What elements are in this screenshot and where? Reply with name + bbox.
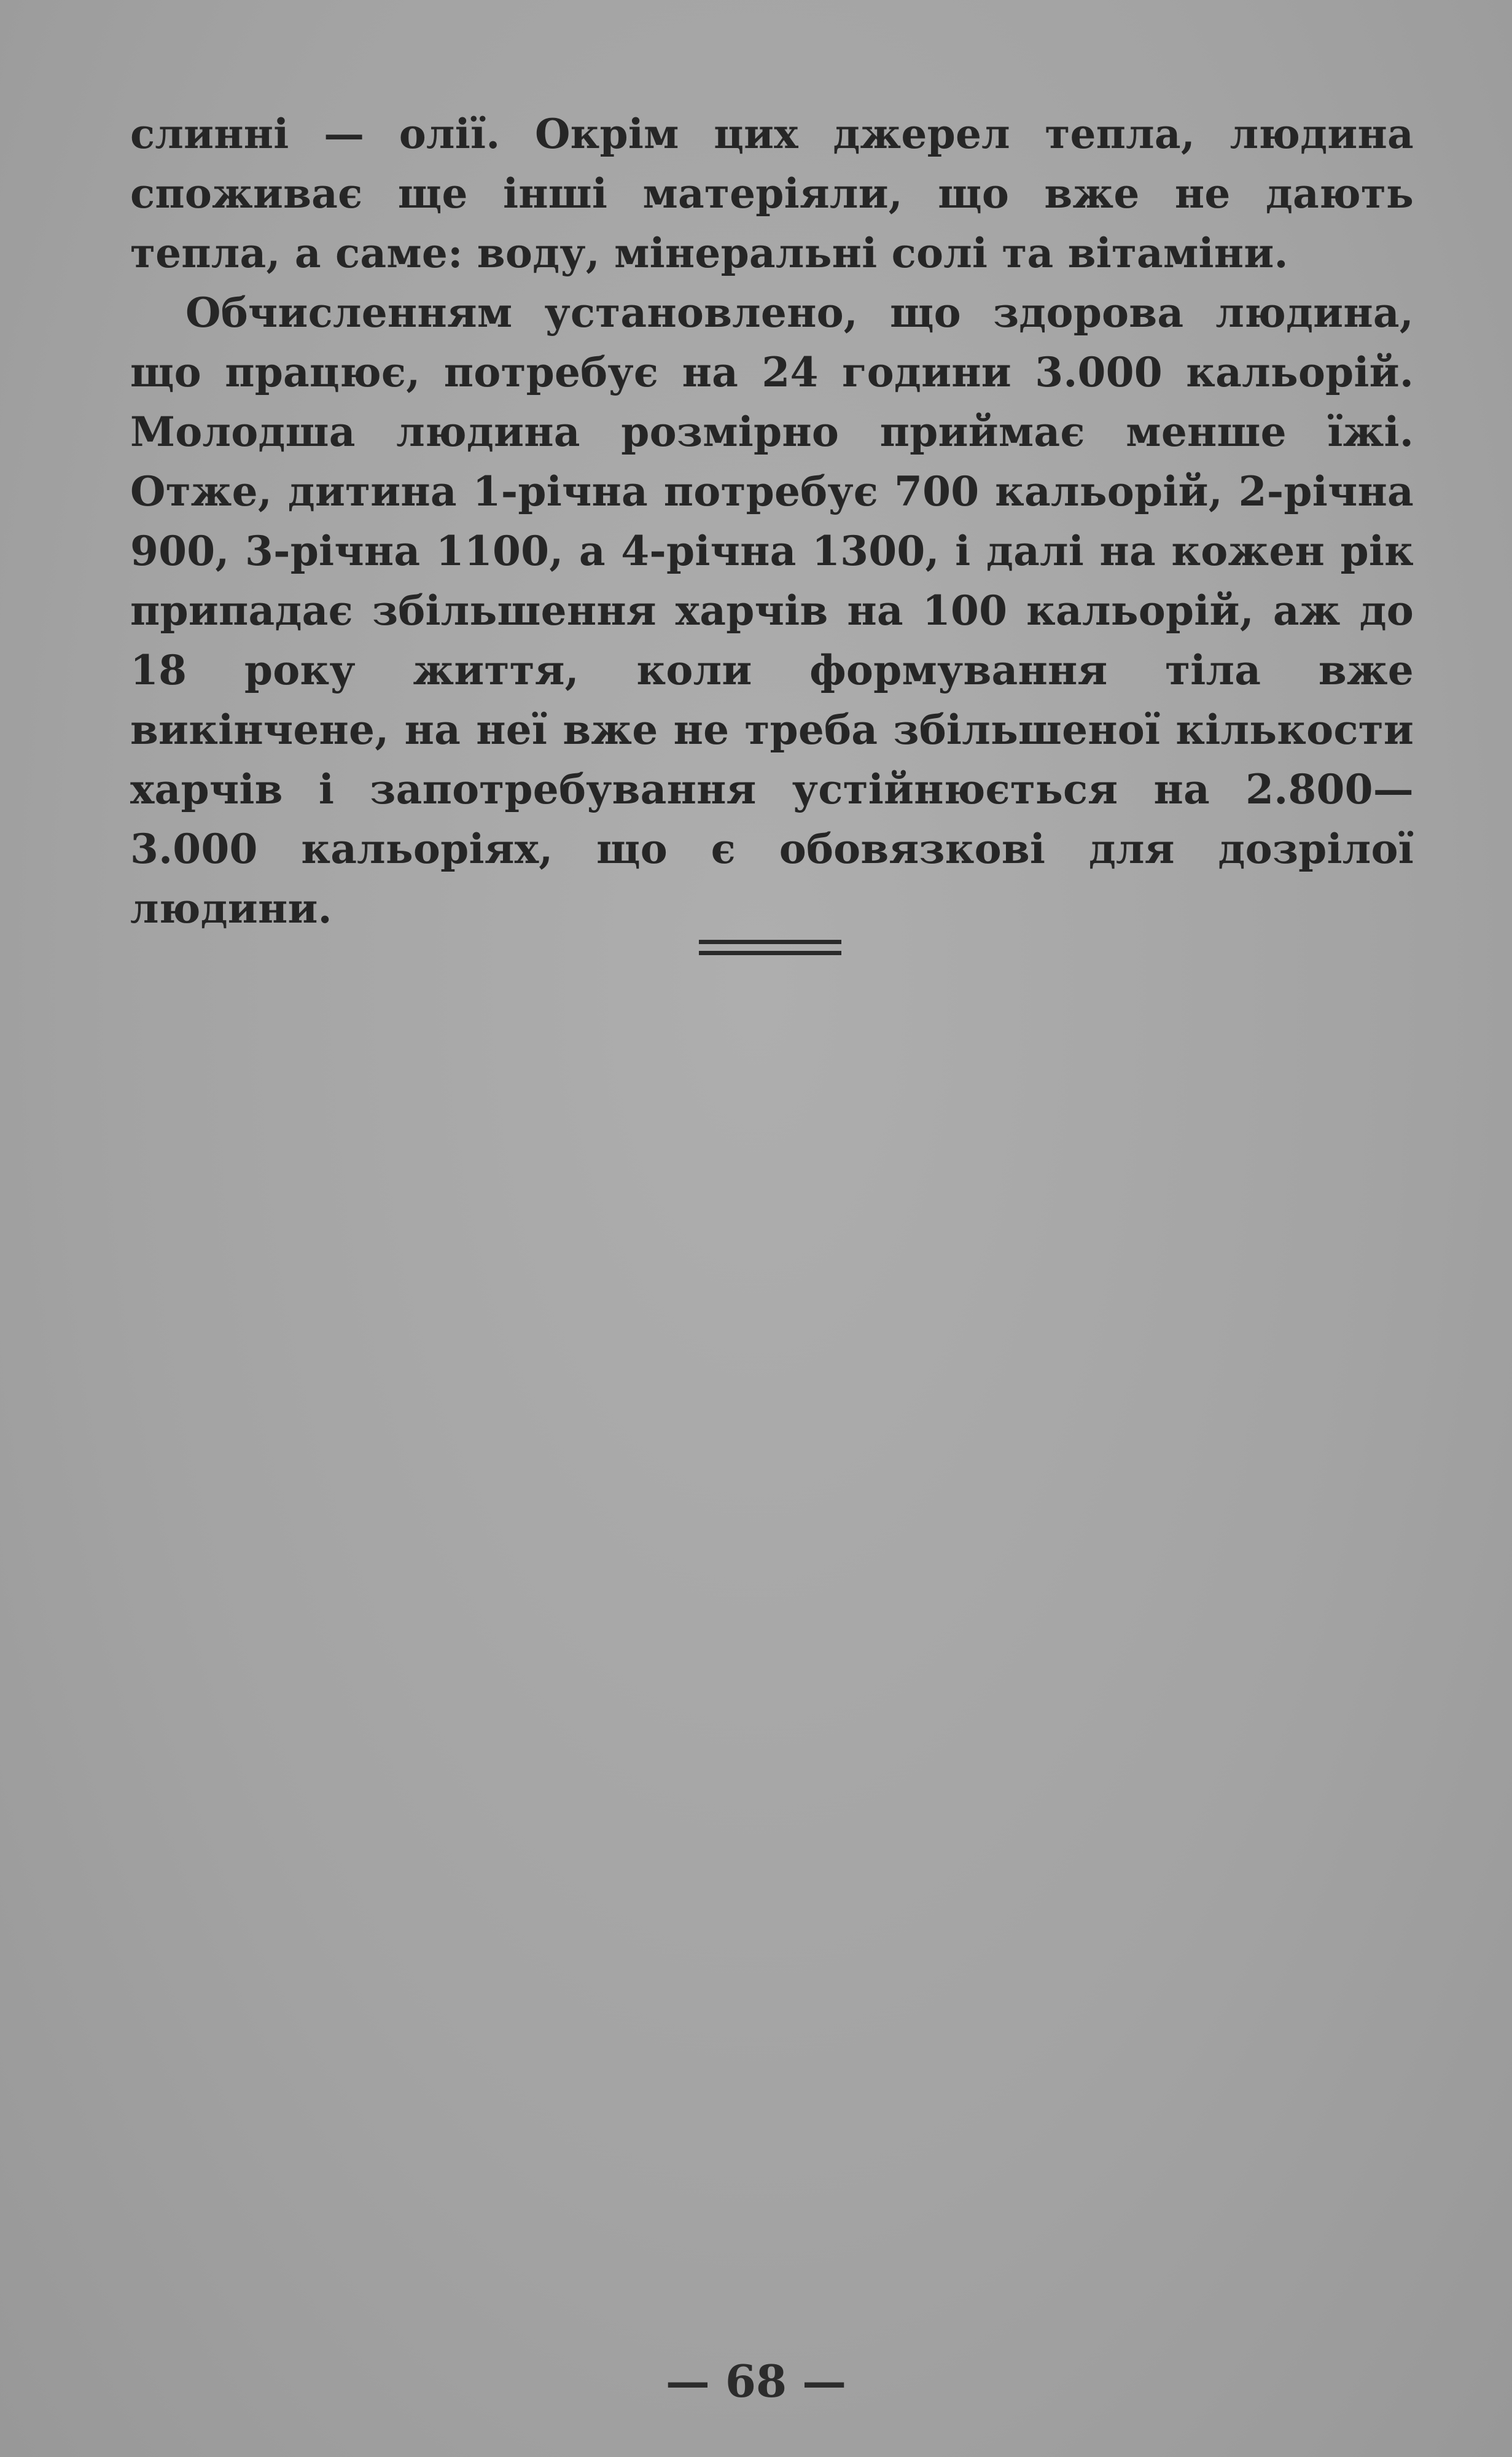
divider-line-bottom <box>699 951 841 955</box>
paragraph-2: Обчисленням установлено, що здорова людина, що працює, потребує на 24 години 3.000 кальорій. Молодша людина розмірно приймає менше їжі. Отже, дитина 1-річна потребує 700 кальорій, 2-річна 900, 3-річна 1100, а 4-річна 1300, і далі на кожен рік припадає збільшення харчів на 100 кальорій, аж до 18 року життя, коли формування тіла вже викінчене, на неї вже не треба збільшеної кількости харчів і запотребування устійнюється на 2.800—3.000 кальоріях, що є обовязкові для дозрілої людини. <box>130 289 1414 932</box>
body-text <box>130 104 1414 939</box>
divider-line-top <box>699 940 841 944</box>
section-divider <box>699 940 841 958</box>
page-number: — 68 — <box>665 2355 847 2407</box>
paragraph-1: слинні — олії. Окрім цих джерел тепла, людина споживає ще інші матеріяли, що вже не дають тепла, а саме: воду, мінеральні солі та вітаміни. <box>130 110 1414 277</box>
